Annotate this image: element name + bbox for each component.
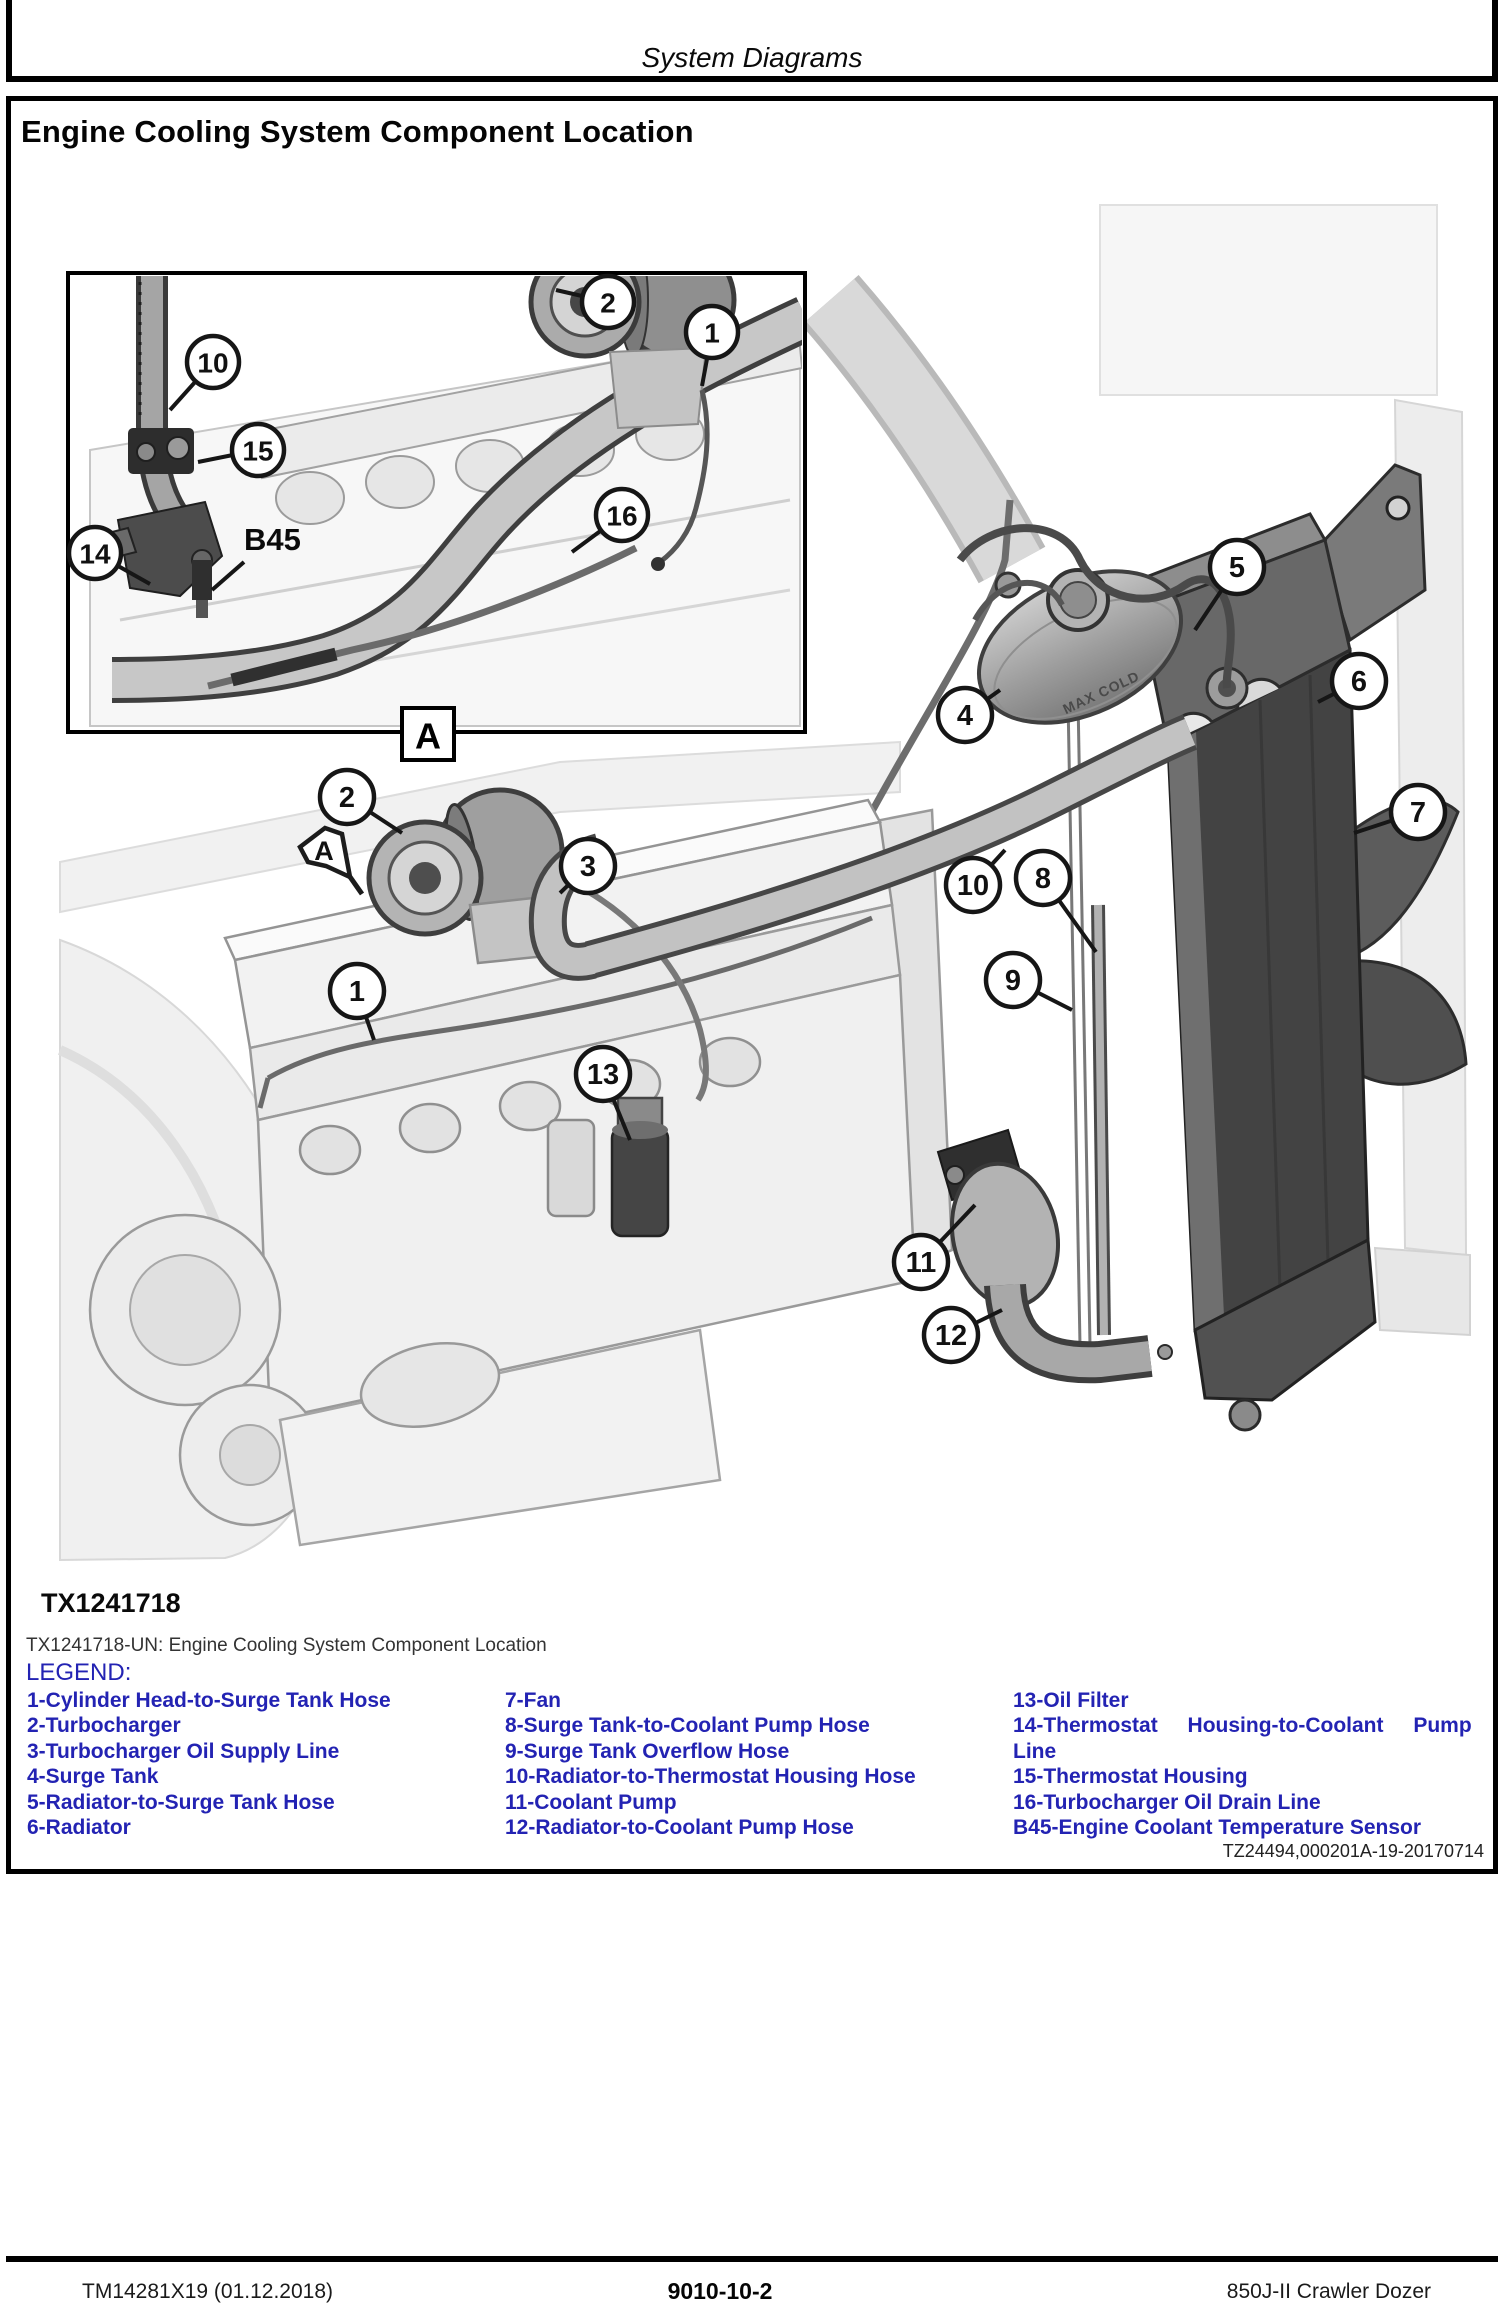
page-header-title: System Diagrams (641, 42, 863, 73)
page-header-box (6, 0, 1498, 82)
legend-column-3 (1013, 1688, 1472, 1840)
legend-item: 5-Radiator-to-Surge Tank Hose (27, 1790, 335, 1814)
section-title: Engine Cooling System Component Location (21, 114, 694, 149)
callout-number: 8 (1034, 863, 1052, 895)
legend (11, 1688, 1493, 1848)
legend-item: 15-Thermostat Housing (1013, 1765, 1248, 1789)
callout-number: 16 (606, 500, 638, 532)
callout-number: 12 (934, 1320, 968, 1352)
legend-item: 6-Radiator (27, 1816, 131, 1840)
legend-item: 2-Turbocharger (27, 1714, 181, 1738)
engine-cooling-diagram (11, 149, 1493, 1599)
content-box (6, 96, 1498, 1874)
callout-number: 6 (1350, 666, 1368, 698)
view-a-box-label: A (415, 715, 441, 757)
sensor-label: B45 (244, 522, 301, 557)
legend-item: 11-Coolant Pump (505, 1790, 677, 1814)
callout-number: 4 (956, 700, 974, 732)
callout-number: 9 (1004, 965, 1022, 997)
legend-item: 4-Surge Tank (27, 1765, 159, 1789)
footer-manual-number: TM14281X19 (01.12.2018) (82, 2280, 334, 2303)
surge-tank-embossed-text: MAX COLD (1060, 667, 1142, 718)
legend-item: 9-Surge Tank Overflow Hose (505, 1739, 790, 1763)
legend-item: 1-Cylinder Head-to-Surge Tank Hose (27, 1689, 391, 1712)
legend-item: 8-Surge Tank-to-Coolant Pump Hose (505, 1714, 870, 1738)
callout-number: 10 (197, 347, 229, 379)
legend-item: B45-Engine Coolant Temperature Sensor (1013, 1816, 1422, 1840)
legend-item: 7-Fan (505, 1689, 562, 1712)
callout-number: 10 (956, 870, 990, 902)
legend-item: Line (1013, 1739, 1057, 1763)
callout-number: 15 (242, 435, 274, 467)
footer-page-number: 9010-10-2 (667, 2278, 773, 2304)
legend-item: 3-Turbocharger Oil Supply Line (27, 1739, 340, 1763)
legend-item: 10-Radiator-to-Thermostat Housing Hose (505, 1765, 916, 1789)
callout-number: 5 (1228, 552, 1246, 584)
legend-item: 12-Radiator-to-Coolant Pump Hose (505, 1816, 854, 1840)
legend-item: 13-Oil Filter (1013, 1689, 1129, 1712)
callout-number: 3 (579, 851, 597, 883)
footer-model-name: 850J-II Crawler Dozer (1226, 2280, 1431, 2303)
callout-number: 14 (79, 538, 111, 570)
legend-column-1 (27, 1688, 391, 1840)
footer-rule (6, 2256, 1498, 2262)
figure-id-label: TX1241718 (41, 1588, 181, 1618)
callout-number: 1 (348, 976, 366, 1008)
callout-number: 7 (1409, 797, 1427, 829)
callout-number: 11 (905, 1247, 937, 1279)
legend-heading: LEGEND: (26, 1659, 132, 1686)
legend-item: 14-Thermostat Housing-to-Coolant Pump (1013, 1714, 1472, 1738)
callout-number: 13 (586, 1059, 620, 1091)
figure-caption: TX1241718-UN: Engine Cooling System Component Location (26, 1635, 547, 1656)
callout-number: 2 (600, 287, 616, 319)
callout-number: 1 (704, 317, 720, 349)
legend-column-2 (505, 1688, 916, 1840)
legend-item: 16-Turbocharger Oil Drain Line (1013, 1790, 1321, 1814)
view-a-arrow-label: A (314, 836, 334, 866)
callout-number: 2 (338, 782, 356, 814)
reference-number: TZ24494,000201A-19-20170714 (1222, 1841, 1484, 1861)
